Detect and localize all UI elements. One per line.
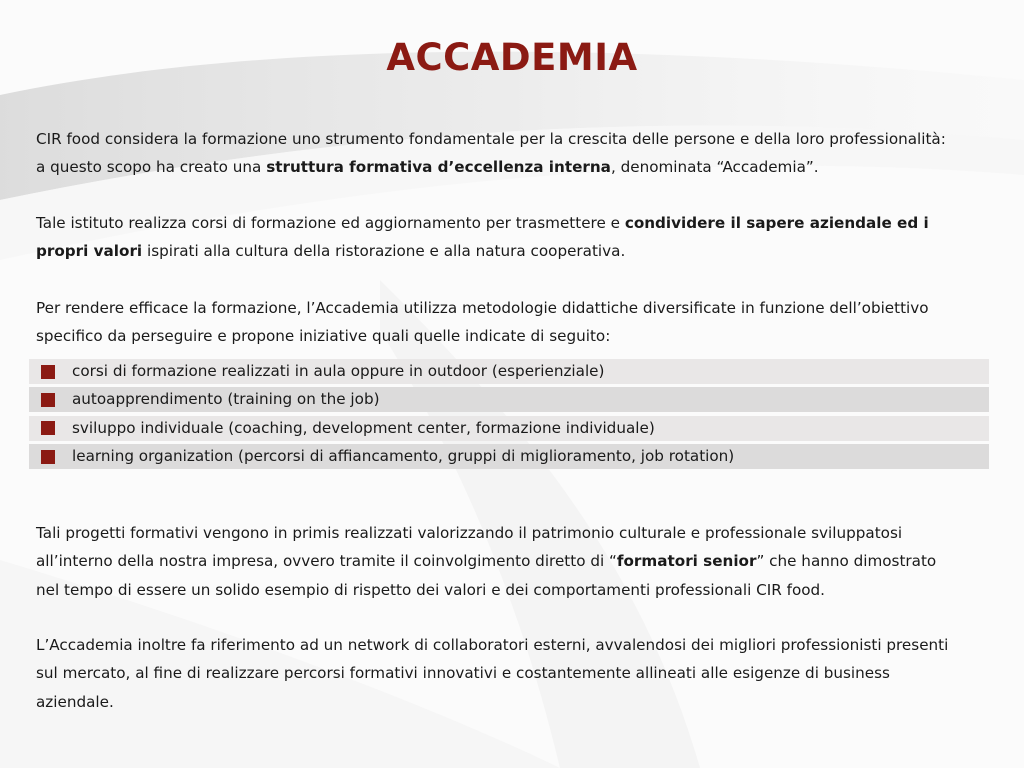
projects-paragraph [36, 519, 996, 604]
square-bullet-icon [41, 421, 55, 435]
square-bullet-icon [41, 450, 55, 464]
intro-line-2-end: , denominata “Accademia”. [610, 158, 819, 177]
institute-text-start: Tale istituto realizza corsi di formazione ed aggiornamento per trasmettere e [36, 214, 625, 232]
institute-paragraph [36, 209, 996, 266]
page-title: ACCADEMIA [386, 36, 638, 79]
methods-line-1: Per rendere efficace la formazione, l’Accademia utilizza metodologie didattiche diversificate in funzione dell’obiettivo [36, 299, 929, 317]
list-item-text: sviluppo individuale (coaching, development center, formazione individuale) [72, 418, 655, 437]
intro-line-1: CIR food considera la formazione uno strumento fondamentale per la crescita delle persone e della loro professionalità: [36, 130, 946, 148]
list-item-text: corsi di formazione realizzati in aula oppure in outdoor (esperienziale) [72, 362, 605, 380]
network-line-2: sul mercato, al fine di realizzare percorsi formativi innovativi e costantemente allineati alle esigenze di business [36, 664, 890, 683]
methods-line-2: specifico da perseguire e propone iniziative quali quelle indicate di seguito: [36, 327, 611, 346]
list-item [29, 416, 989, 441]
list-item [29, 387, 989, 412]
initiatives-list [29, 359, 989, 473]
list-item-text: autoapprendimento (training on the job) [72, 390, 380, 409]
network-paragraph [36, 631, 996, 716]
square-bullet-icon [41, 365, 55, 379]
intro-line-2-start: a questo scopo ha creato una [36, 158, 267, 177]
intro-paragraph [36, 125, 996, 182]
list-item [29, 444, 989, 469]
projects-line-2-end: ” che hanno dimostrato [756, 552, 937, 571]
projects-highlight: formatori senior [616, 552, 757, 571]
methods-paragraph [36, 294, 996, 351]
intro-highlight: struttura formativa d’eccellenza interna [266, 158, 611, 177]
institute-text-end: ispirati alla cultura della ristorazione e alla natura cooperativa. [142, 242, 626, 261]
projects-line-1: Tali progetti formativi vengono in primis realizzati valorizzando il patrimonio culturale e professionale sviluppatosi [36, 524, 903, 542]
list-item-text: learning organization (percorsi di affiancamento, gruppi di miglioramento, job rotation) [72, 447, 735, 466]
square-bullet-icon [41, 393, 55, 407]
network-line-3: aziendale. [36, 692, 114, 711]
projects-line-3: nel tempo di essere un solido esempio di rispetto dei valori e dei comportamenti professionali CIR food. [36, 580, 825, 599]
network-line-1: L’Accademia inoltre fa riferimento ad un network di collaboratori esterni, avvalendosi dei migliori professionisti presenti [36, 636, 949, 654]
list-item [29, 359, 989, 384]
institute-highlight-1: condividere il sapere aziendale ed i [624, 214, 929, 232]
projects-line-2-start: all’interno della nostra impresa, ovvero tramite il coinvolgimento diretto di “ [36, 552, 617, 571]
institute-highlight-2: propri valori [36, 242, 143, 261]
